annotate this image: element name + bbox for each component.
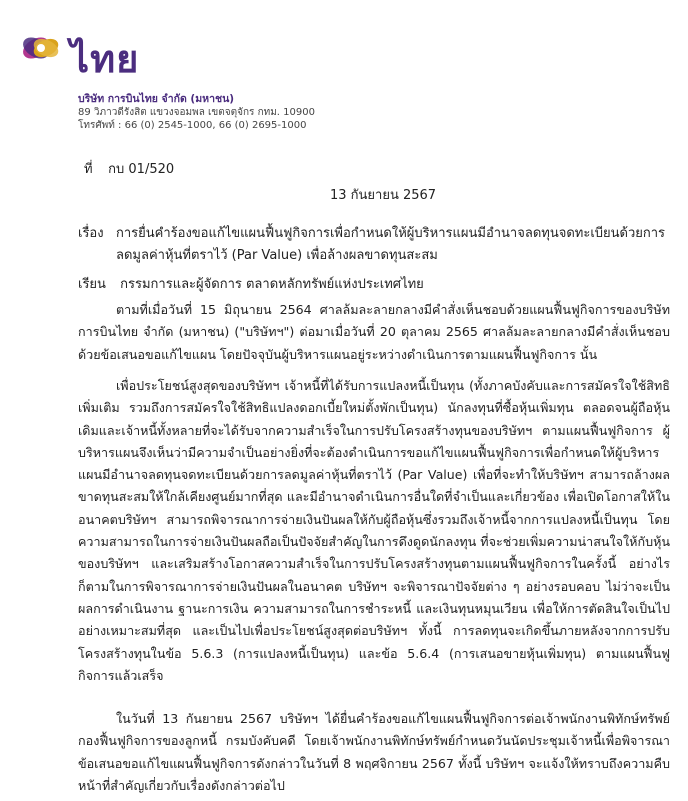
logo-wordmark: ไทย bbox=[70, 37, 140, 81]
reference-label: ที่ bbox=[84, 162, 93, 177]
company-address: 89 วิภาวดีรังสิต แขวงจอมพล เขตจตุจักร กทม. 10900 bbox=[78, 107, 315, 118]
company-phone: โทรศัพท์ : 66 (0) 2545-1000, 66 (0) 2695-1000 bbox=[78, 120, 307, 131]
reference-number bbox=[84, 158, 174, 179]
letter-recipient bbox=[78, 273, 424, 294]
company-info bbox=[78, 93, 315, 132]
company-name: บริษัท การบินไทย จำกัด (มหาชน) bbox=[78, 93, 235, 105]
body-paragraph-1: ตามที่เมื่อวันที่ 15 มิถุนายน 2564 ศาลล้มละลายกลางมีคำสั่งเห็นชอบด้วยแผนฟื้นฟูกิจการของบริษัท การบินไทย จำกัด (มหาชน) ("บริษัทฯ") ต่อมาเมื่อวันที่ 20 ตุลาคม 2565 ศาลล้มละลายกลางมีคำสั่งเห็นชอบด้วยข้อเสนอขอแก้ไขแผน โดยปัจจุบันผู้บริหารแผนอยู่ระหว่างดำเนินการตามแผนฟื้นฟูกิจการ นั้น bbox=[78, 302, 670, 362]
body-paragraph-3: ในวันที่ 13 กันยายน 2567 บริษัทฯ ได้ยื่นคำร้องขอแก้ไขแผนฟื้นฟูกิจการต่อเจ้าพนักงานพิทักษ์ทรัพย์กองฟื้นฟูกิจการของลูกหนี้ กรมบังคับคดี โดยเจ้าพนักงานพิทักษ์ทรัพย์กำหนดวันนัดประชุมเจ้าหนี้เพื่อพิจารณาข้อเสนอขอแก้ไขแผนฟื้นฟูกิจการดังกล่าวในวันที่ 8 พฤศจิกายน 2567 ทั้งนี้ บริษัทฯ จะแจ้งให้ทราบถึงความคืบหน้าที่สำคัญเกี่ยวกับเรื่องดังกล่าวต่อไป bbox=[78, 711, 670, 793]
letter-date: 13 กันยายน 2567 bbox=[330, 188, 437, 203]
orchid-icon bbox=[19, 33, 61, 63]
subject-text: การยื่นคำร้องขอแก้ไขแผนฟื้นฟูกิจการเพื่อกำหนดให้ผู้บริหารแผนมีอำนาจลดทุนจดทะเบียนด้วยการลดมูลค่าหุ้นที่ตราไว้ (Par Value) เพื่อล้างผลขาดทุนสะสม bbox=[116, 226, 666, 263]
letter-subject bbox=[78, 223, 668, 267]
subject-label: เรื่อง bbox=[78, 226, 104, 241]
reference-value: กบ 01/520 bbox=[108, 162, 175, 177]
recipient-label: เรียน bbox=[78, 277, 106, 292]
body-paragraph-2: เพื่อประโยชน์สูงสุดของบริษัทฯ เจ้าหนี้ที่ได้รับการแปลงหนี้เป็นทุน (ทั้งภาคบังคับและการสมัครใจใช้สิทธิเพิ่มเติม รวมถึงการสมัครใจใช้สิทธิแปลงดอกเบี้ยใหม่ตั้งพักเป็นทุน) นักลงทุนที่ซื้อหุ้นเพิ่มทุน ตลอดจนผู้ถือหุ้นเดิมและเจ้าหนี้ทั้งหลายที่จะได้รับจากความสำเร็จในการปรับโครงสร้างทุนของบริษัทฯ ตามแผนฟื้นฟูกิจการ ผู้บริหารแผนจึงเห็นว่ามีความจำเป็นอย่างยิ่งที่จะต้องดำเนินการขอแก้ไขแผนฟื้นฟูกิจการเพื่อกำหนดให้ผู้บริหารแผนมีอำนาจลดทุนจดทะเบียนด้วยการลดมูลค่าหุ้นที่ตราไว้ (Par Value) เพื่อที่จะทำให้บริษัทฯ สามารถล้างผลขาดทุนสะสมให้ใกล้เคียงศูนย์มากที่สุด และมีอำนาจดำเนินการอื่นใดที่จำเป็นและเกี่ยวข้อง เพื่อเปิดโอกาสให้ในอนาคตบริษัทฯ สามารถพิจารณาการจ่ายเงินปันผลให้กับผู้ถือหุ้นซึ่งรวมถึงเจ้าหนี้จากการแปลงหนี้เป็นทุน โดยความสามารถในการจ่ายเงินปันผลถือเป็นปัจจัยสำคัญในการดึงดูดนักลงทุน ที่จะช่วยเพิ่มความน่าสนใจให้กับหุ้นของบริษัทฯ และเสริมสร้างโอกาสความสำเร็จในการปรับโครงสร้างทุนตามแผนฟื้นฟูกิจการในครั้งนี้ อย่างไรก็ตามในการพิจารณาการจ่ายเงินปันผลในอนาคต บริษัทฯ จะพิจารณาปัจจัยต่าง ๆ อย่างรอบคอบ ไม่ว่าจะเป็นผลการดำเนินงาน ฐานะการเงิน ความสามารถในการชำระหนี้ และเงินทุนหมุนเวียน เพื่อให้การตัดสินใจเป็นไปอย่างเหมาะสมที่สุด และเป็นไปเพื่อประโยชน์สูงสุดต่อบริษัทฯ ทั้งนี้ การลดทุนจะเกิดขึ้นภายหลังจากการปรับโครงสร้างทุนในข้อ 5.6.3 (การแปลงหนี้เป็นทุน) และข้อ 5.6.4 (การเสนอขายหุ้นเพิ่มทุน) ตามแผนฟื้นฟูกิจการแล้วเสร็จ bbox=[78, 378, 670, 683]
recipient-text: กรรมการและผู้จัดการ ตลาดหลักทรัพย์แห่งประเทศไทย bbox=[120, 277, 424, 292]
